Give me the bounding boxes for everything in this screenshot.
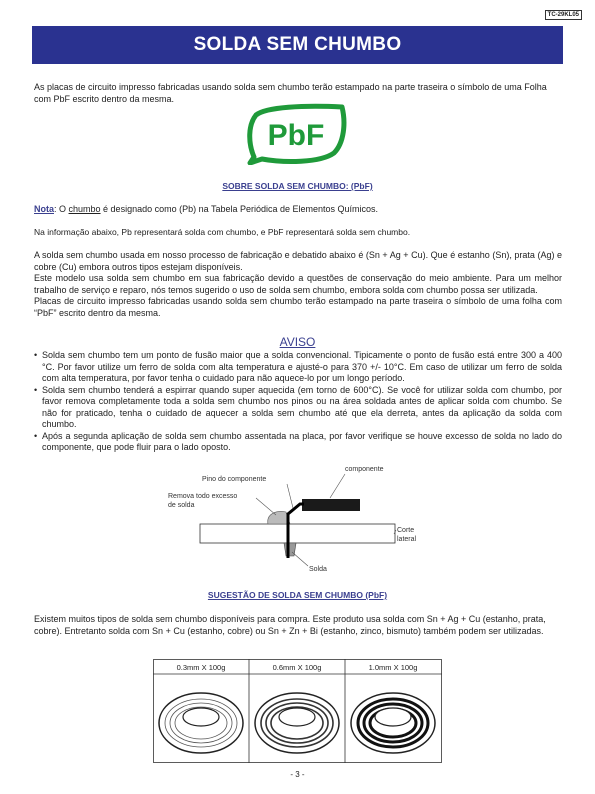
warning-item: • Solda sem chumbo tem um ponto de fusão maior que a solda convencional. Tipicamente o ponto de fusão está entre 300 a 400 °C. Por favor utilize um ferro de solda com alta temperatura e ajusté-o para 370 +/- 10°C. Em caso de utilizar um ferro de solda com alta temperatura, por favor tenha o cuidado para não aquece-lo por um longo período. bbox=[34, 350, 562, 385]
section-heading-sobre: SOBRE SOLDA SEM CHUMBO: (PbF) bbox=[222, 181, 373, 191]
spool-thin bbox=[159, 693, 243, 753]
note-text-b: é designado como (Pb) na Tabela Periódica de Elementos Químicos. bbox=[100, 204, 379, 214]
warning-item: • Solda sem chumbo tenderá a espirrar quando super aquecida (em torno de 600°C). Se você for utilizar solda com chumbo, por favor remova completamente toda a solda sem chumbo nos pinos ou na área soldada antes de aplicar solda com chumbo. Se não for praticado, tenha o cuidado de aquecer a solda sem chumbo até que ela derreta, antes da aplicação da solda com chumbo. bbox=[34, 385, 562, 431]
label-solda: Solda bbox=[309, 566, 327, 573]
label-remova-1: Remova todo excesso bbox=[168, 493, 238, 500]
spool-medium bbox=[255, 693, 339, 753]
label-corte-2: lateral bbox=[397, 536, 417, 543]
note-text-a: : O bbox=[54, 204, 69, 214]
main-paragraph-3: Placas de circuito impresso fabricadas usando solda sem chumbo terão estampado na parte traseira o símbolo de uma folha com “PbF” escrito dentro da mesma. bbox=[34, 296, 562, 318]
pbf-leaf-logo bbox=[244, 103, 354, 165]
note-word: chumbo bbox=[68, 204, 101, 214]
note-paragraph bbox=[34, 204, 562, 216]
document-code: TC-29KL05 bbox=[545, 10, 582, 20]
suggest-paragraph: Existem muitos tipos de solda sem chumbo disponíveis para compra. Este produto usa solda com Sn + Ag + Cu (estanho, prata, cobre). Entretanto solda com Sn + Cu (estanho, cobre) ou Sn + Zn + Bi (estanho, zinco, bismuto) também podem ser utilizadas. bbox=[34, 614, 546, 636]
main-paragraphs bbox=[34, 250, 562, 319]
page-number: - 3 - bbox=[290, 770, 305, 779]
solder-diagram bbox=[160, 462, 460, 577]
intro-paragraph: As placas de circuito impresso fabricadas usando solda sem chumbo terão estampado na parte traseira o símbolo de uma Folha com PbF escrito dentro da mesma. bbox=[34, 82, 547, 104]
pcb-board bbox=[200, 524, 395, 543]
warning-list bbox=[34, 350, 562, 454]
component-body bbox=[302, 499, 360, 511]
pbf-logo-text: PbF bbox=[267, 119, 325, 152]
section-heading-sugestao: SUGESTÃO DE SOLDA SEM CHUMBO (PbF) bbox=[207, 590, 388, 600]
aviso-heading: AVISO bbox=[279, 335, 316, 349]
main-paragraph-1: A solda sem chumbo usada em nosso processo de fabricação e debatido abaixo é (Sn + Ag + Cu). Que é estanho (Sn), prata (Ag) e cobre (Cu) embora outros tipos estejam disponíveis. bbox=[34, 250, 562, 272]
label-remova-2: de solda bbox=[168, 502, 195, 509]
warning-item: • Após a segunda aplicação de solda sem chumbo assentada na placa, por favor verifique se houve excesso de solda no lado do componente, que pode fluir para o lado oposto. bbox=[34, 431, 562, 454]
note-label: Nota bbox=[34, 204, 54, 214]
spool-size-2: 0.6mm X 100g bbox=[272, 663, 322, 672]
label-componente: componente bbox=[345, 466, 384, 473]
main-paragraph-2: Este modelo usa solda sem chumbo em sua fabricação devido a questões de conservação do meio ambiente. Para um melhor trabalho de serviço e reparo, nós temos sugerido o uso de solda sem chumbo, embora solda com chumbo possa ser utilizada. bbox=[34, 273, 562, 295]
label-corte-1: Corte bbox=[397, 527, 415, 534]
page-title: SOLDA SEM CHUMBO bbox=[32, 26, 563, 64]
spool-size-3: 1.0mm X 100g bbox=[368, 663, 418, 672]
spool-size-1: 0.3mm X 100g bbox=[176, 663, 226, 672]
info-paragraph: Na informação abaixo, Pb representará solda com chumbo, e PbF representará solda sem chumbo. bbox=[34, 227, 411, 237]
solder-spools-table bbox=[153, 659, 443, 764]
label-pino: Pino do componente bbox=[202, 476, 267, 483]
spool-thick bbox=[351, 693, 435, 753]
